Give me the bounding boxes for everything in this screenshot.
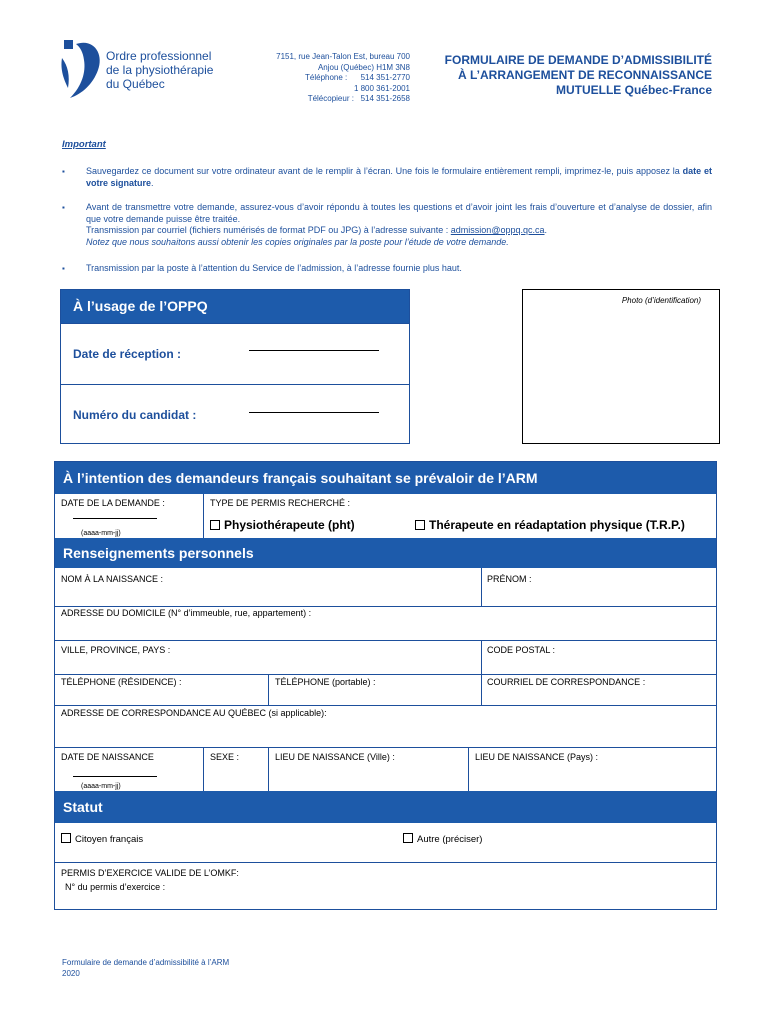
option-trp[interactable]: [415, 518, 685, 532]
bullet-marker: ▪: [62, 203, 65, 212]
omkf-permit-label: PERMIS D’EXERCICE VALIDE DE L’OMKF:: [61, 868, 239, 878]
phone-tollfree: 1 800 361-2001: [353, 83, 410, 93]
phone-value: 514 351-2770: [360, 73, 410, 82]
status-section-title: Statut: [55, 791, 716, 823]
fax-value: 514 351-2658: [360, 94, 410, 103]
divider: [481, 640, 482, 674]
divider: [268, 747, 269, 791]
form-title: [420, 53, 712, 98]
address-line: Anjou (Québec) H1M 3N8: [317, 62, 410, 72]
instruction-text: .: [544, 225, 547, 235]
oppq-logo-icon: [60, 36, 104, 100]
instruction-mail: Transmission par la poste à l’attention du Service de l’admission, à l’adresse fournie plus haut.: [86, 263, 462, 273]
reception-date-label: Date de réception :: [73, 347, 182, 361]
important-heading: Important: [62, 139, 106, 150]
option-label: Physiothérapeute (pht): [224, 518, 355, 532]
reception-date-field[interactable]: [249, 350, 379, 351]
birth-date-format: (aaaa-mm-jj): [81, 783, 121, 790]
sex-field[interactable]: SEXE :: [210, 752, 240, 762]
option-label: Thérapeute en réadaptation physique (T.R.P.): [429, 518, 685, 532]
city-field[interactable]: VILLE, PROVINCE, PAYS :: [61, 645, 171, 655]
option-label: Autre (préciser): [417, 834, 483, 845]
oppq-use-box: [60, 289, 410, 444]
divider: [55, 747, 716, 748]
checkbox-icon[interactable]: [415, 520, 425, 530]
candidate-number-label: Numéro du candidat :: [73, 408, 197, 422]
instruction-note: Notez que nous souhaitons aussi obtenir les copies originales par la poste pour l’étude de votre demande.: [86, 236, 509, 247]
photo-label: Photo (d’identification): [621, 296, 701, 305]
quebec-address-field[interactable]: ADRESSE DE CORRESPONDANCE AU QUÉBEC (si applicable):: [61, 708, 327, 718]
divider: [203, 494, 204, 538]
status-other[interactable]: [403, 833, 482, 845]
birth-country-field[interactable]: LIEU DE NAISSANCE (Pays) :: [475, 752, 599, 762]
divider: [203, 747, 204, 791]
instruction-save: [86, 166, 712, 189]
personal-section-title: Renseignements personnels: [55, 538, 716, 568]
option-label: Citoyen français: [75, 834, 144, 845]
form-title-line: À L’ARRANGEMENT DE RECONNAISSANCE: [457, 68, 712, 82]
instruction-transmit: [86, 202, 712, 248]
page-footer: [62, 957, 229, 979]
request-date-format: (aaaa-mm-jj): [81, 530, 121, 537]
checkbox-icon[interactable]: [210, 520, 220, 530]
request-date-label: DATE DE LA DEMANDE :: [61, 498, 165, 508]
reception-date-row: [61, 323, 409, 384]
request-date-field[interactable]: [73, 518, 157, 519]
checkbox-icon[interactable]: [61, 833, 71, 843]
instruction-emphasis: date et votre signature: [86, 166, 712, 188]
birth-name-field[interactable]: NOM À LA NAISSANCE :: [61, 574, 164, 584]
instruction-text: Sauvegardez ce document sur votre ordinateur avant de le remplir à l’écran. Une fois le formulaire entièrement rempli, imprimez-le, puis apposez la: [86, 166, 683, 176]
divider: [55, 640, 716, 641]
org-name-line: du Québec: [106, 77, 165, 91]
divider: [55, 674, 716, 675]
checkbox-icon[interactable]: [403, 833, 413, 843]
divider: [481, 568, 482, 606]
email-field[interactable]: COURRIEL DE CORRESPONDANCE :: [487, 677, 646, 687]
candidate-number-field[interactable]: [249, 412, 379, 413]
fax-label: Télécopieur :: [307, 94, 354, 103]
birth-date-field[interactable]: [73, 776, 157, 777]
oppq-box-title: À l’usage de l’OPPQ: [61, 290, 409, 323]
divider: [55, 705, 716, 706]
first-name-field[interactable]: PRÉNOM :: [487, 574, 532, 584]
divider: [268, 674, 269, 705]
candidate-number-row: [61, 384, 409, 445]
instruction-text: Transmission par courriel (fichiers numérisés de format PDF ou JPG) à l’adresse suivante :: [86, 225, 451, 235]
instruction-text: Avant de transmettre votre demande, assurez-vous d’avoir répondu à toutes les questions et d’avoir joint les frais d’ouverture et d’analyse de dossier, afin que votre demande puisse être traitée.: [86, 202, 712, 224]
bullet-marker: ▪: [62, 264, 65, 273]
mobile-phone-field[interactable]: TÉLÉPHONE (portable) :: [275, 677, 376, 687]
permit-type-label: TYPE DE PERMIS RECHERCHÉ :: [210, 498, 351, 508]
form-title-line: MUTUELLE Québec-France: [555, 83, 712, 97]
footer-title: Formulaire de demande d’admissibilité à l’ARM: [62, 958, 230, 967]
admission-email-link[interactable]: admission@oppq.qc.ca: [450, 225, 545, 235]
phone-label: Téléphone :: [305, 73, 348, 82]
form-title-line: FORMULAIRE DE DEMANDE D’ADMISSIBILITÉ: [444, 53, 712, 67]
bullet-marker: ▪: [62, 167, 65, 176]
status-citizen[interactable]: [61, 833, 143, 845]
divider: [468, 747, 469, 791]
permit-number-field[interactable]: N° du permis d’exercice :: [65, 882, 166, 892]
birth-date-label: DATE DE NAISSANCE: [61, 752, 154, 762]
org-address: [240, 52, 410, 105]
footer-year: 2020: [62, 969, 80, 978]
birth-city-field[interactable]: LIEU DE NAISSANCE (Ville) :: [275, 752, 395, 762]
divider: [481, 674, 482, 705]
org-name: [106, 49, 213, 91]
postal-code-field[interactable]: CODE POSTAL :: [487, 645, 556, 655]
home-address-field[interactable]: ADRESSE DU DOMICILE (N° d’immeuble, rue, appartement) :: [61, 608, 312, 618]
org-name-line: Ordre professionnel: [106, 49, 212, 63]
divider: [55, 606, 716, 607]
divider: [55, 862, 716, 863]
address-line: 7151, rue Jean-Talon Est, bureau 700: [276, 52, 410, 61]
application-form: [54, 461, 717, 910]
org-name-line: de la physiothérapie: [106, 63, 214, 77]
photo-box[interactable]: [522, 289, 720, 444]
instruction-text: .: [151, 177, 154, 188]
option-physiotherapist[interactable]: [210, 518, 355, 532]
arm-section-title: À l’intention des demandeurs français souhaitant se prévaloir de l’ARM: [55, 462, 716, 494]
home-phone-field[interactable]: TÉLÉPHONE (RÉSIDENCE) :: [61, 677, 182, 687]
